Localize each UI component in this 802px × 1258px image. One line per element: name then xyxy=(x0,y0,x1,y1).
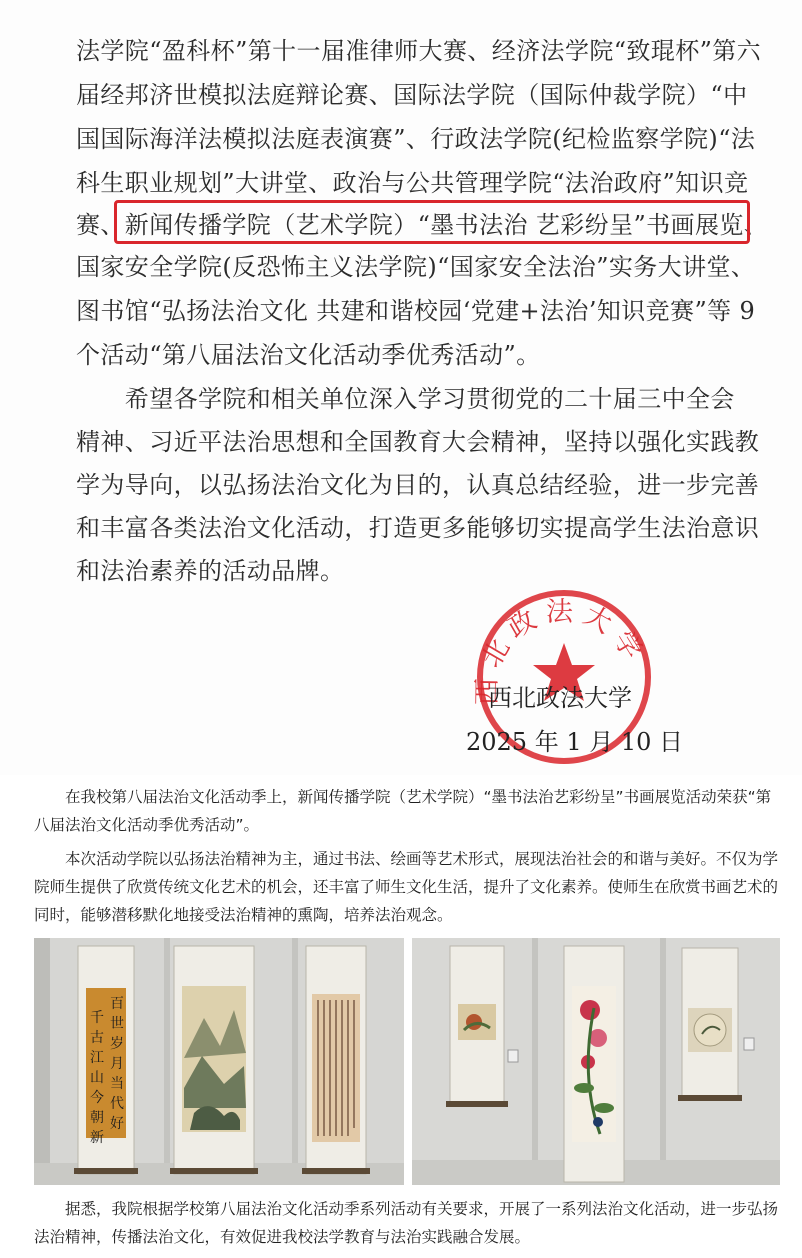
document-line: 和法治素养的活动品牌。 xyxy=(76,557,345,585)
paragraph-text: 在我校第八届法治文化活动季上，新闻传播学院（艺术学院）“墨书法治艺彩纷呈”书画展览活动荣获“第八届法治文化活动季优秀活动”。 xyxy=(34,788,772,834)
document-line: 学为导向，以弘扬法治文化为目的，认真总结经验，进一步完善 xyxy=(76,471,760,499)
document-line: 法学院“盈科杯”第十一届准律师大赛、经济法学院“致琨杯”第六 xyxy=(76,37,762,65)
calligraphy-text-scroll xyxy=(302,946,370,1174)
calligraphy-line-1: 百世岁月当代好 xyxy=(110,996,124,1132)
paragraph-text: 本次活动学院以弘扬法治精神为主，通过书法、绘画等艺术形式，展现法治社会的和谐与美好。不仅为学院师生提供了欣赏传统文化艺术的机会，还丰富了师生文化生活，提升了文化素养。使师生在欣赏书画艺术的同时，能够潜移默化地接受法治精神的熏陶，培养法治观念。 xyxy=(34,850,779,924)
document-line: 和丰富各类法治文化活动，打造更多能够切实提高学生法治意识 xyxy=(76,514,760,542)
signature-organization: 西北政法大学 xyxy=(488,684,632,712)
article-paragraph-3 xyxy=(34,1195,784,1251)
document-line: 希望各学院和相关单位深入学习贯彻党的二十届三中全会 xyxy=(76,385,735,413)
article-paragraph-1 xyxy=(34,783,784,839)
paragraph-text: 据悉，我院根据学校第八届法治文化活动季系列活动有关要求，开展了一系列法治文化活动，进一步弘扬法治精神，传播法治文化，有效促进我校法学教育与法治实践融合发展。 xyxy=(34,1200,779,1246)
document-line: 精神、习近平法治思想和全国教育大会精神，坚持以强化实践教 xyxy=(76,428,760,456)
document-line: 科生职业规划”大讲堂、政治与公共管理学院“法治政府”知识竞 xyxy=(76,169,749,197)
document-line: 国国际海洋法模拟法庭表演赛”、行政法学院(纪检监察学院)“法 xyxy=(76,125,756,153)
calligraphy-scroll xyxy=(74,946,138,1174)
seal-text: 西北政法大学 xyxy=(471,596,652,706)
document-line-highlighted: 赛、新闻传播学院（艺术学院）“墨书法治 艺彩纷呈”书画展览、 xyxy=(76,211,769,239)
document-line: 届经邦济世模拟法庭辩论赛、国际法学院（国际仲裁学院）“中 xyxy=(76,81,748,109)
exhibition-photo-left xyxy=(34,938,404,1185)
exhibition-photo-right xyxy=(412,938,780,1185)
signature-date: 2025 年 1 月 10 日 xyxy=(466,728,684,756)
calligraphy-line-2: 千古江山今朝新 xyxy=(90,1010,104,1146)
document-line: 国家安全学院(反恐怖主义法学院)“国家安全法治”实务大讲堂、 xyxy=(76,253,756,281)
peony-painting-scroll xyxy=(564,946,624,1182)
highlight-box xyxy=(114,200,750,244)
document-line: 个活动“第八届法治文化活动季优秀活动”。 xyxy=(76,341,541,369)
article-paragraph-2 xyxy=(34,845,784,929)
document-line: 图书馆“弘扬法治文化 共建和谐校园‘党建+法治’知识竞赛”等 9 xyxy=(76,297,756,325)
landscape-painting-scroll xyxy=(170,946,258,1174)
